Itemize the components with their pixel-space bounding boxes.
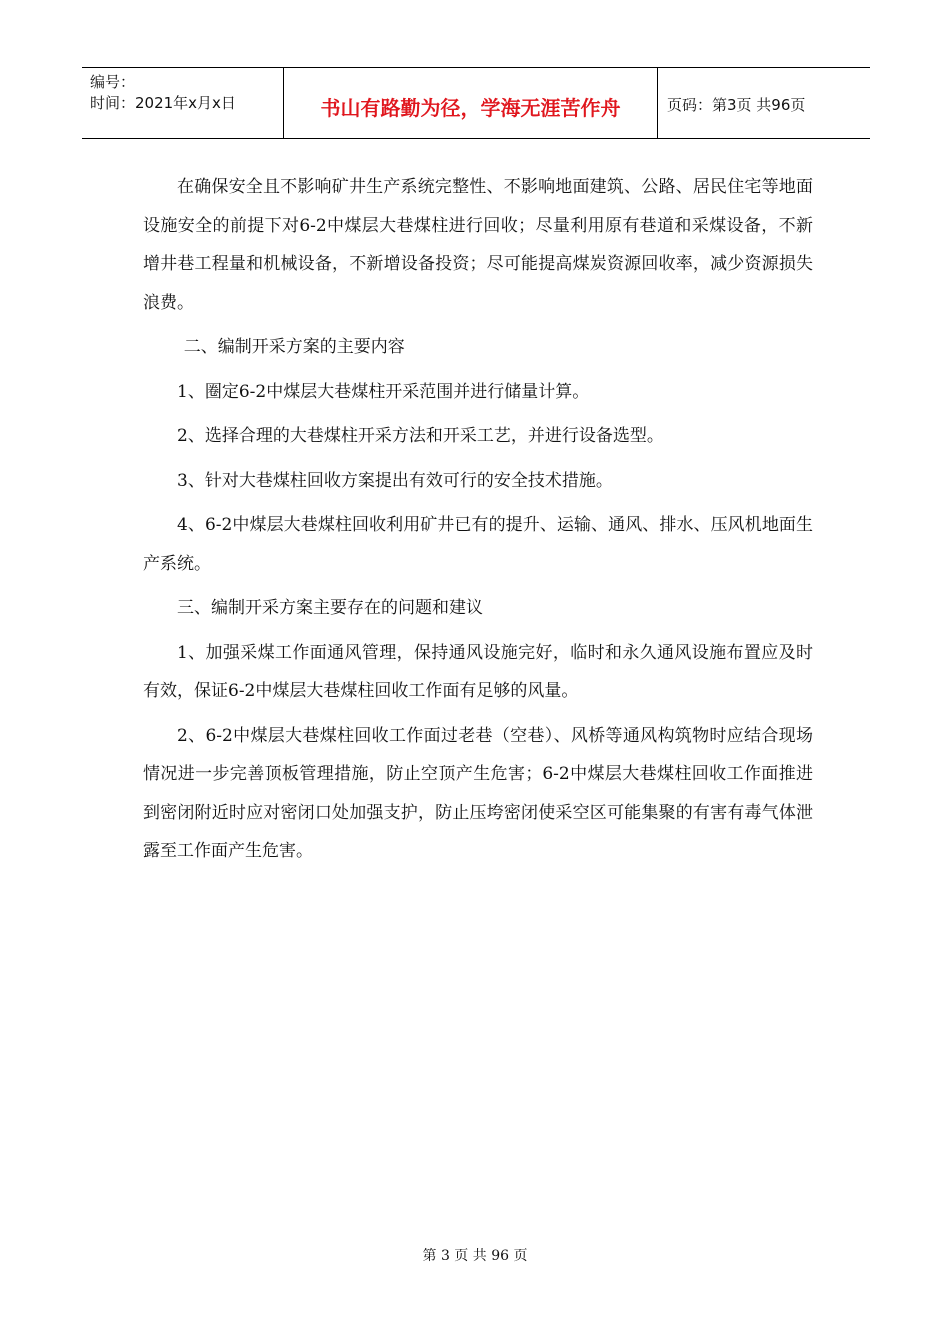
page-header [82,67,870,139]
document-body [143,168,813,877]
header-meta [82,68,282,138]
list-item: 2、选择合理的大巷煤柱开采方法和开采工艺，并进行设备选型。 [177,426,664,446]
date-line: 时间：2021年x月x日 [90,94,236,112]
body-paragraph: 在确保安全且不影响矿井生产系统完整性、不影响地面建筑、公路、居民住宅等地面设施安全的前提下对6-2中煤层大巷煤柱进行回收；尽量利用原有巷道和采煤设备，不新增井巷工程量和机械设备，不新增设备投资；尽可能提高煤炭资源回收率，减少资源损失浪费。 [143,177,813,313]
motto-text: 书山有路勤为径，学海无涯苦作舟 [320,96,621,120]
serial-label: 编号： [90,73,136,91]
list-item: 3、针对大巷煤柱回收方案提出有效可行的安全技术措施。 [177,470,613,491]
header-page-cell [657,68,870,138]
list-item: 4、6-2中煤层大巷煤柱回收利用矿井已有的提升、运输、通风、排水、压风机地面生产系统。 [143,515,813,574]
list-item: 2、6-2中煤层大巷煤柱回收工作面过老巷（空巷）、风桥等通风构筑物时应结合现场情况进一步完善顶板管理措施，防止空顶产生危害；6-2中煤层大巷煤柱回收工作面推进到密闭附近时应对密闭口处加强支护，防止压垮密闭使采空区可能集聚的有害有毒气体泄露至工作面产生危害。 [143,725,813,861]
header-page-info: 页码：第3页 共96页 [667,96,806,114]
page-footer: 第 3 页 共 96 页 [422,1248,528,1264]
section-heading: 三、编制开采方案主要存在的问题和建议 [177,598,483,618]
section-heading: 二、编制开采方案的主要内容 [183,337,405,357]
header-motto-cell [283,68,658,138]
list-item: 1、圈定6-2中煤层大巷煤柱开采范围并进行储量计算。 [177,381,590,402]
list-item: 1、加强采煤工作面通风管理，保持通风设施完好，临时和永久通风设施布置应及时有效，保证6-2中煤层大巷煤柱回收工作面有足够的风量。 [143,642,813,701]
